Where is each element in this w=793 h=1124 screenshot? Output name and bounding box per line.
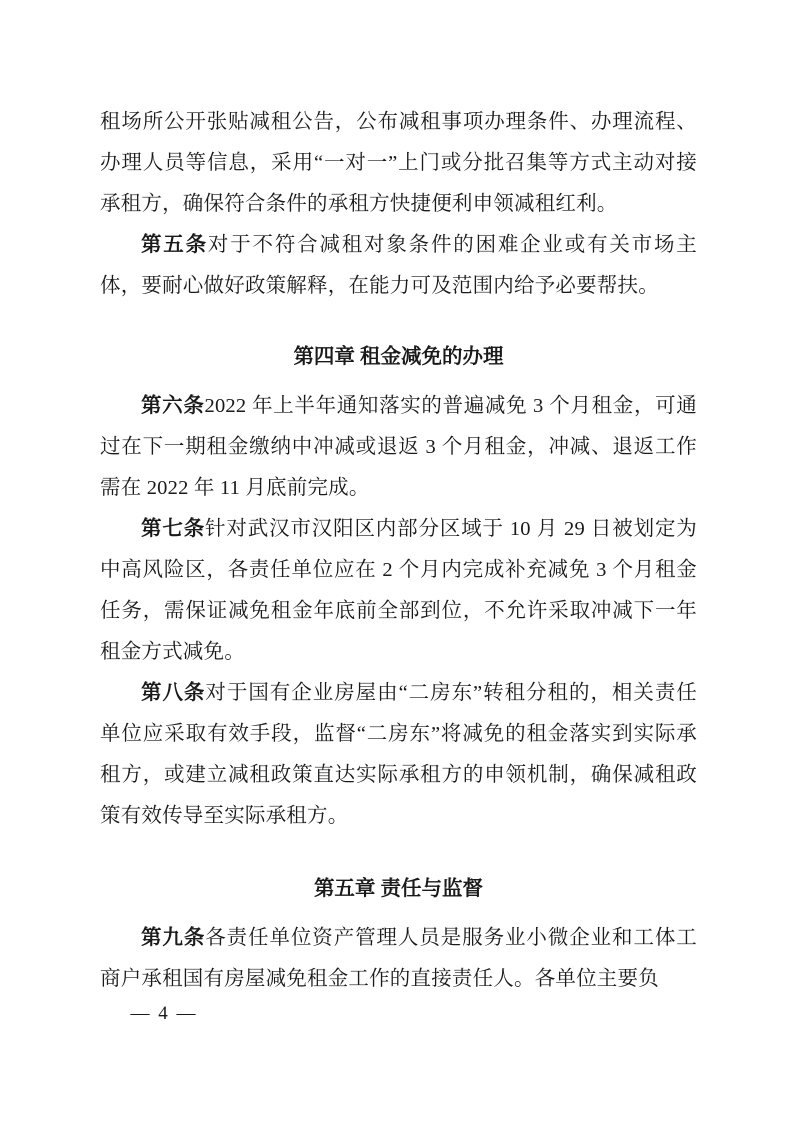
article-6: [100, 386, 697, 509]
article-5: [100, 225, 697, 307]
article-8-label: 第八条: [141, 682, 206, 704]
spacer: [100, 307, 697, 337]
article-7-text: 针对武汉市汉阳区内部分区域于 10 月 29 日被划定为中高风险区，各责任单位应在 2 个月内完成补充减免 3 个月租金任务，需保证减免租金年底前全部到位，不允许采取冲减下一年租金方式减免。: [100, 518, 697, 663]
article-7-label: 第七条: [141, 518, 206, 540]
article-8: [100, 673, 697, 837]
document-body: [100, 102, 697, 1000]
spacer: [100, 837, 697, 869]
paragraph-text: 租场所公开张贴减租公告，公布减租事项办理条件、办理流程、办理人员等信息，采用“一对一”上门或分批召集等方式主动对接承租方，确保符合条件的承租方快捷便利申领减租红利。: [100, 111, 697, 215]
page-number: — 4 —: [130, 1003, 198, 1024]
article-5-text: 对于不符合减租对象条件的困难企业或有关市场主体，要耐心做好政策解释，在能力可及范围内给予必要帮扶。: [100, 234, 697, 297]
article-5-label: 第五条: [141, 234, 208, 256]
paragraph-continuation: [100, 102, 697, 225]
page-footer: [0, 1003, 793, 1025]
article-7: [100, 509, 697, 673]
article-9-text: 各责任单位资产管理人员是服务业小微企业和工体工商户承租国有房屋减免租金工作的直接责任人。各单位主要负: [100, 927, 697, 990]
article-9-label: 第九条: [141, 927, 206, 949]
spacer: [100, 378, 697, 386]
chapter-heading-5: 第五章 责任与监督: [313, 878, 484, 900]
article-6-text: 2022 年上半年通知落实的普遍减免 3 个月租金，可通过在下一期租金缴纳中冲减或退返 3 个月租金，冲减、退返工作需在 2022 年 11 月底前完成。: [100, 395, 697, 499]
article-6-label: 第六条: [141, 395, 205, 417]
chapter-heading-4: 第四章 租金减免的办理: [293, 346, 504, 368]
spacer: [100, 910, 697, 918]
article-9: [100, 918, 697, 1000]
article-8-text: 对于国有企业房屋由“二房东”转租分租的，相关责任单位应采取有效手段，监督“二房东”将减免的租金落实到实际承租方，或建立减租政策直达实际承租方的申领机制，确保减租政策有效传导至实际承租方。: [100, 682, 697, 827]
